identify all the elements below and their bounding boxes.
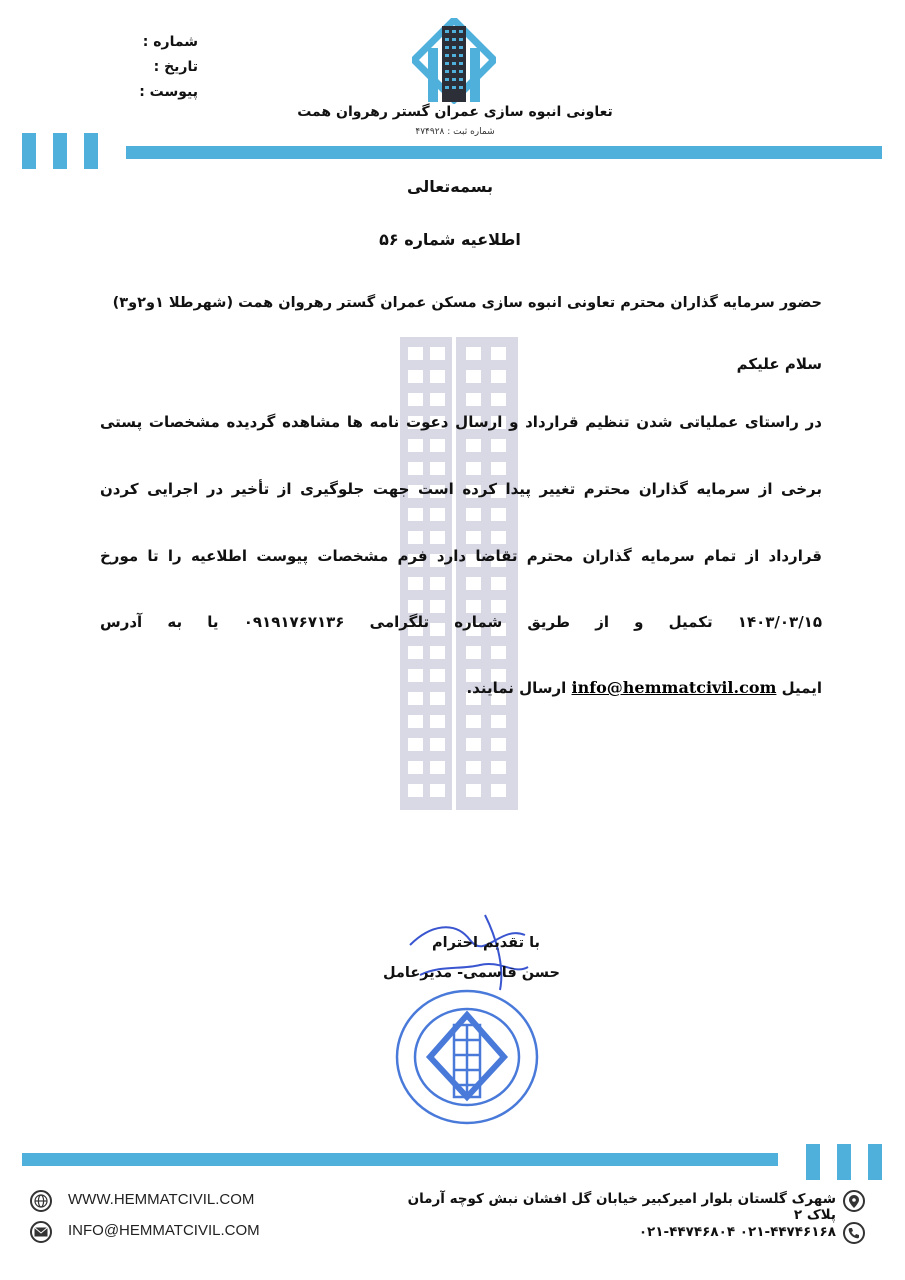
body-line-1: در راستای عملیاتی شدن تنظیم قرارداد و ارسال دعوت نامه ها مشاهده گردیده مشخصات پستی [100, 413, 822, 431]
location-pin-icon [843, 1190, 865, 1212]
phone-icon [843, 1222, 865, 1244]
footer-website[interactable]: WWW.HEMMATCIVIL.COM [68, 1191, 255, 1208]
basmala-heading: بسمه‌تعالی [407, 177, 493, 196]
registration-number: شماره ثبت : ۴۷۴۹۲۸ [415, 127, 495, 137]
email-prefix: ایمیل [781, 679, 822, 697]
footer-phones: ۰۲۱-۴۴۷۴۶۸۰۴ ۰۲۱-۴۴۷۴۶۱۶۸ [638, 1224, 836, 1240]
organization-name: تعاونی انبوه سازی عمران گستر رهروان همت [297, 104, 613, 120]
letter-attachment-label: پیوست : [139, 84, 198, 100]
email-suffix: ارسال نمایند. [466, 679, 567, 697]
signer-name: حسن قاسمی- مدیرعامل [382, 965, 560, 981]
body-line-5 [100, 678, 822, 697]
closing-regards: با تقدیم احترام [431, 935, 540, 951]
header-divider [126, 146, 882, 159]
mail-icon [30, 1221, 52, 1243]
decor-bars-left [22, 133, 98, 169]
greeting: سلام علیکم [736, 355, 822, 373]
decor-bars-right [806, 1144, 882, 1180]
body-line-2: برخی از سرمایه گذاران محترم تغییر پیدا کرده است جهت جلوگیری از تأخیر در اجرایی کردن [100, 480, 822, 498]
handwritten-signature [400, 905, 535, 1015]
globe-icon [30, 1190, 52, 1212]
letter-meta [88, 30, 198, 105]
company-logo [412, 18, 496, 104]
recipient-line: حضور سرمایه گذاران محترم تعاونی انبوه سازی مسکن عمران گستر رهروان همت (شهرطلا ۱و۲و۳) [112, 295, 822, 311]
footer-address: شهرک گلستان بلوار امیرکبیر خیابان گل افشان نبش کوچه آرمان پلاک ۲ [407, 1191, 836, 1223]
footer-divider [22, 1153, 778, 1166]
notice-title: اطلاعیه شماره ۵۶ [379, 230, 521, 249]
body-line-3: قرارداد از تمام سرمایه گذاران محترم تقاضا دارد فرم مشخصات پیوست اطلاعیه را تا مورخ [100, 547, 822, 565]
footer-email[interactable]: INFO@HEMMATCIVIL.COM [68, 1222, 260, 1239]
building-watermark [400, 337, 525, 810]
letter-number-label: شماره : [142, 34, 198, 50]
contact-email-link[interactable]: info@hemmatcivil.com [571, 678, 777, 697]
body-line-4: ۱۴۰۳/۰۳/۱۵ تکمیل و از طریق شماره تلگرامی ۰۹۱۹۱۷۶۷۱۳۶ یا به آدرس [100, 613, 822, 631]
letter-date-label: تاریخ : [153, 59, 198, 75]
